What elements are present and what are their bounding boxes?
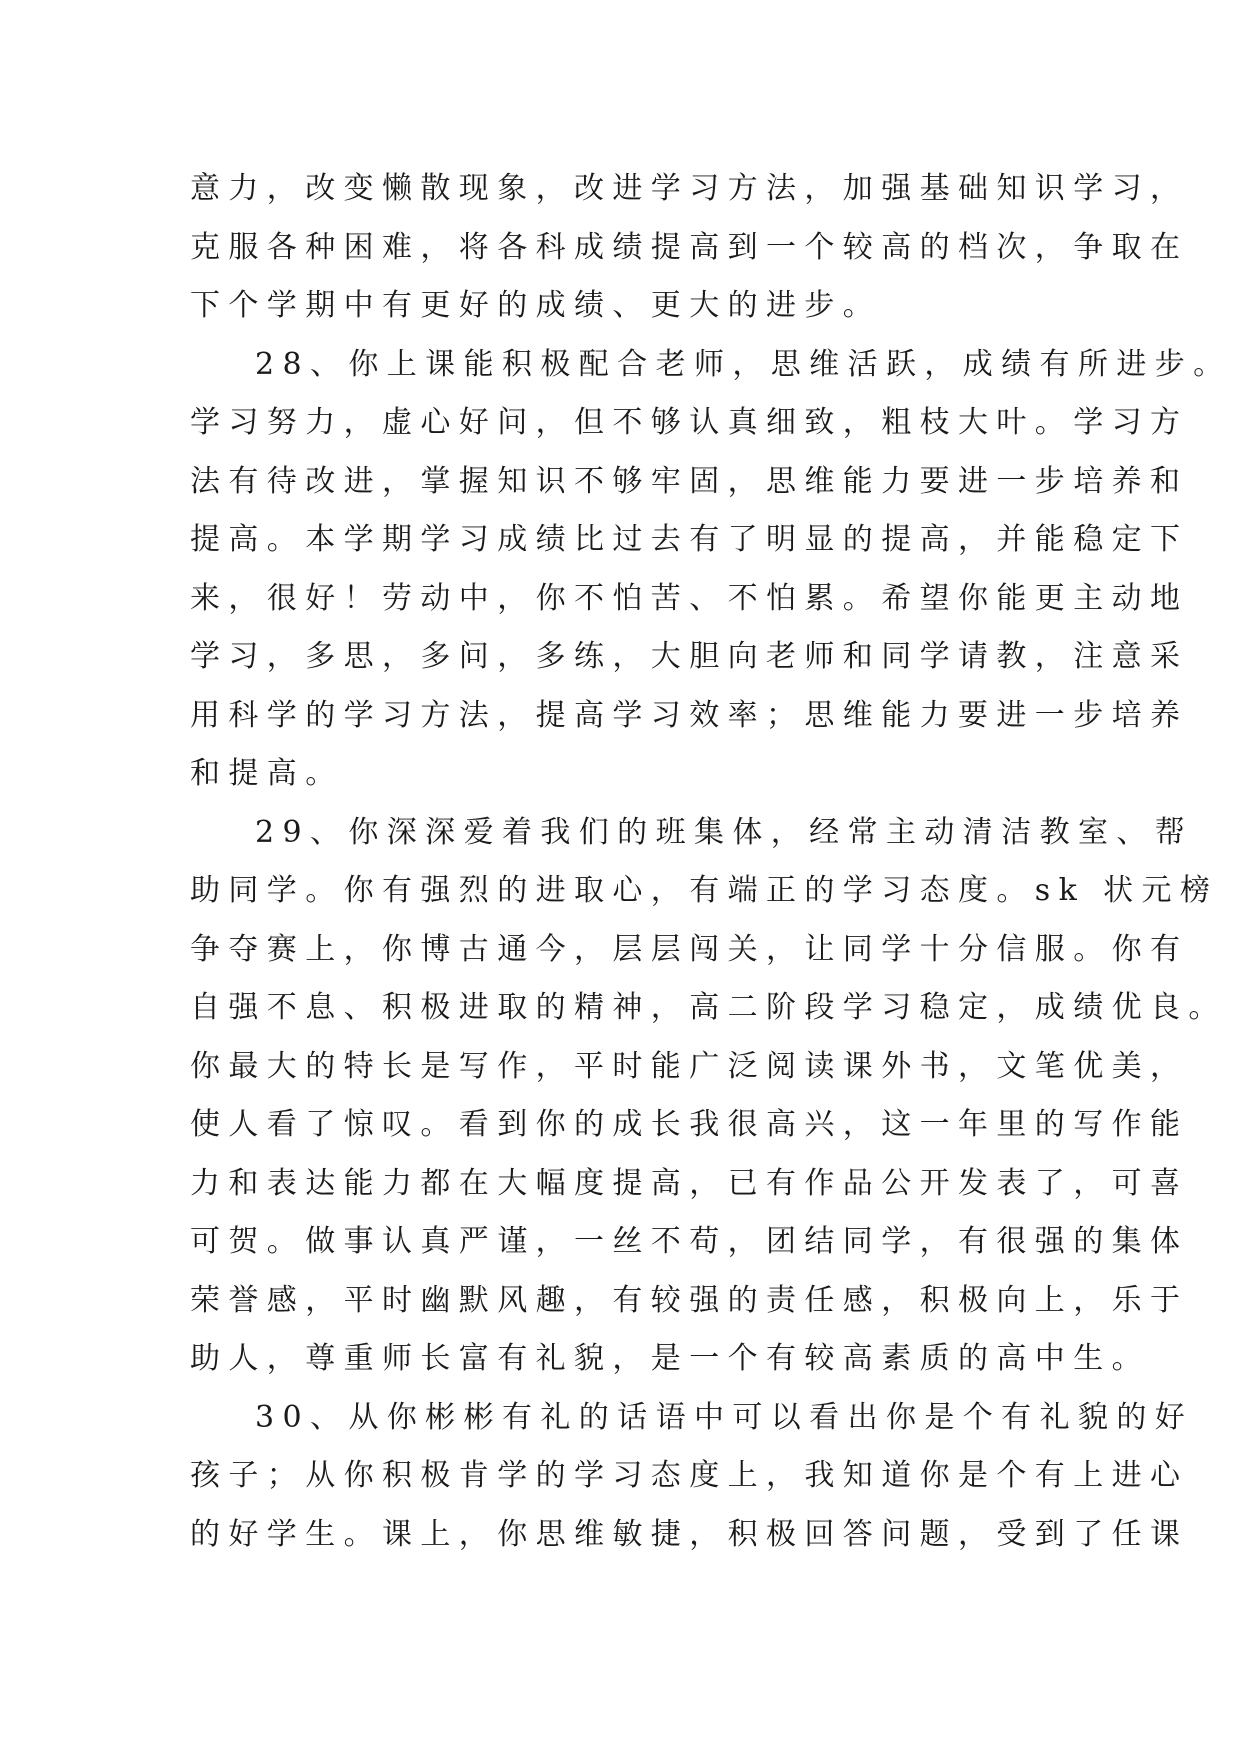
text-line: 下个学期中有更好的成绩、更大的进步。 [190, 288, 882, 323]
paragraph-30-start: 30、从你彬彬有礼的话语中可以看出你是个有礼貌的好 [255, 1399, 1194, 1435]
text-line: 来，很好！劳动中，你不怕苦、不怕累。希望你能更主动地 [190, 580, 1189, 616]
text-line: 力和表达能力都在大幅度提高，已有作品公开发表了，可喜 [190, 1165, 1189, 1201]
text-line: 助人，尊重师长富有礼貌，是一个有较高素质的高中生。 [190, 1341, 1150, 1376]
text-line: 争夺赛上，你博古通今，层层闯关，让同学十分信服。你有 [190, 931, 1189, 967]
text-line: 的好学生。课上，你思维敏捷，积极回答问题，受到了任课 [190, 1516, 1189, 1552]
text-line: 和提高。 [190, 756, 344, 791]
text-line: 学习，多思，多问，多练，大胆向老师和同学请教，注意采 [190, 639, 1189, 674]
text-line: 意力，改变懒散现象，改进学习方法，加强基础知识学习， [190, 171, 1189, 206]
text-line: 自强不息、积极进取的精神，高二阶段学习稳定，成绩优良。 [190, 990, 1227, 1025]
body-text [190, 160, 1232, 1564]
text-line: 助同学。你有强烈的进取心，有端正的学习态度。sk 状元榜 [190, 873, 1219, 908]
text-line: 提高。本学期学习成绩比过去有了明显的提高，并能稳定下 [190, 522, 1189, 557]
text-line: 孩子；从你积极肯学的学习态度上，我知道你是个有上进心 [190, 1458, 1189, 1493]
text-line: 法有待改进，掌握知识不够牢固，思维能力要进一步培养和 [190, 463, 1189, 499]
paragraph-28-start: 28、你上课能积极配合老师，思维活跃，成绩有所进步。 [255, 346, 1232, 382]
text-line: 使人看了惊叹。看到你的成长我很高兴，这一年里的写作能 [190, 1107, 1189, 1142]
text-line: 用科学的学习方法，提高学习效率；思维能力要进一步培养 [190, 697, 1189, 733]
text-line: 学习努力，虚心好问，但不够认真细致，粗枝大叶。学习方 [190, 405, 1189, 440]
text-line: 克服各种困难，将各科成绩提高到一个较高的档次，争取在 [190, 229, 1189, 265]
text-line: 可贺。做事认真严谨，一丝不苟，团结同学，有很强的集体 [190, 1224, 1189, 1259]
text-line: 荣誉感，平时幽默风趣，有较强的责任感，积极向上，乐于 [190, 1282, 1189, 1318]
text-line: 你最大的特长是写作，平时能广泛阅读课外书，文笔优美， [190, 1048, 1189, 1084]
paragraph-29-start: 29、你深深爱着我们的班集体，经常主动清洁教室、帮 [255, 814, 1194, 850]
